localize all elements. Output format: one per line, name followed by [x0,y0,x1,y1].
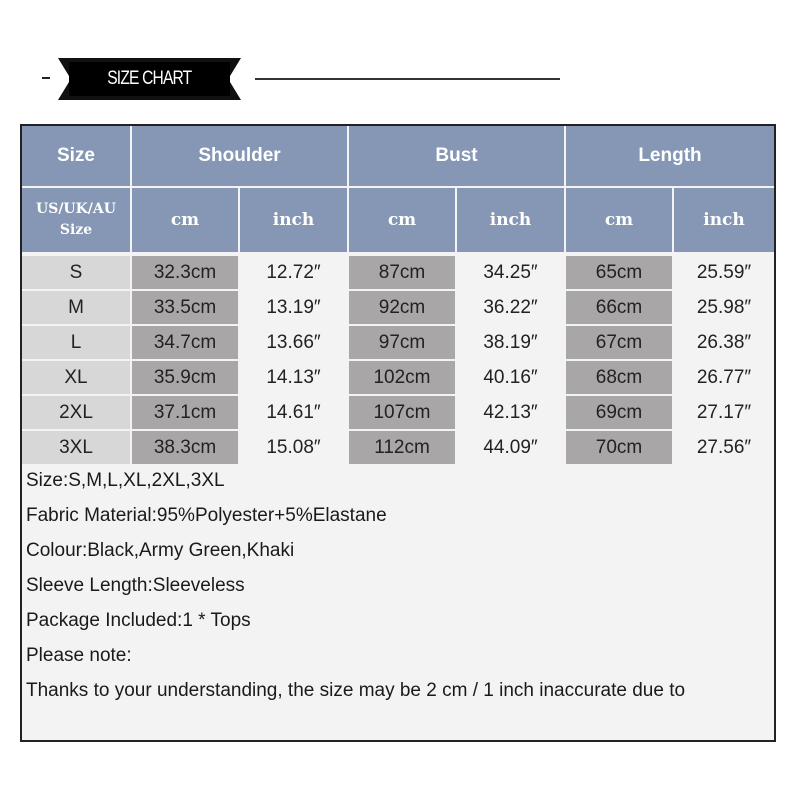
cell-bust-inch: 42.13″ [483,401,538,423]
info-line: Thanks to your understanding, the size may be 2 cm / 1 inch inaccurate due to [26,680,686,701]
subheader-length-inch: inch [674,188,774,252]
cell-bust-cm: 87cm [349,256,455,289]
cell-size: 3XL [22,431,130,464]
cell-bust-cm: 107cm [349,396,455,429]
cell-size: L [22,326,130,359]
cell-length-inch: 26.77″ [696,366,752,388]
cell-bust-inch: 44.09″ [483,436,538,458]
cell-bust-cm: 92cm [349,291,455,324]
info-line: Fabric Material:95%Polyester+5%Elastane [26,505,387,526]
size-chart-title: SIZE CHART [107,68,192,89]
cell-shoulder-cm: 35.9cm [132,361,238,394]
cell-bust-cm: 102cm [349,361,455,394]
cell-shoulder-cm: 34.7cm [132,326,238,359]
cell-bust-inch: 34.25″ [483,261,538,283]
subheader-bust-inch: inch [457,188,564,252]
info-line: Sleeve Length:Sleeveless [26,575,245,596]
subheader-length-cm: cm [566,188,672,252]
info-line: Size:S,M,L,XL,2XL,3XL [26,470,225,491]
size-table [22,126,774,466]
cell-shoulder-inch: 14.61″ [266,401,321,423]
cell-size: M [22,291,130,324]
cell-shoulder-inch: 12.72″ [266,261,321,283]
header-shoulder: Shoulder [132,126,347,186]
cell-length-inch: 27.56″ [696,436,752,458]
banner-left-dash [42,77,50,79]
subheader-shoulder-cm: cm [132,188,238,252]
banner-right-line [255,78,560,80]
info-line: Please note: [26,645,132,666]
header-bust: Bust [349,126,564,186]
header-length: Length [566,126,774,186]
cell-length-cm: 65cm [566,256,672,289]
cell-bust-inch: 38.19″ [483,331,538,353]
subheader-size-line2: Size [59,222,93,238]
cell-shoulder-inch: 13.19″ [266,296,321,318]
cell-shoulder-cm: 37.1cm [132,396,238,429]
cell-shoulder-cm: 32.3cm [132,256,238,289]
cell-bust-inch: 40.16″ [483,366,538,388]
cell-bust-cm: 112cm [349,431,455,464]
cell-length-inch: 25.59″ [696,261,752,283]
cell-bust-cm: 97cm [349,326,455,359]
cell-bust-inch: 36.22″ [483,296,538,318]
cell-length-inch: 25.98″ [696,296,752,318]
info-line: Package Included:1 * Tops [26,610,251,631]
subheader-size [22,188,130,252]
header-size: Size [22,126,130,186]
cell-size: S [22,256,130,289]
cell-length-cm: 67cm [566,326,672,359]
cell-shoulder-cm: 33.5cm [132,291,238,324]
cell-length-inch: 27.17″ [696,401,752,423]
info-line: Colour:Black,Army Green,Khaki [26,540,295,561]
cell-length-inch: 26.38″ [696,331,752,353]
cell-size: XL [22,361,130,394]
cell-shoulder-cm: 38.3cm [132,431,238,464]
cell-shoulder-inch: 14.13″ [266,366,321,388]
cell-length-cm: 68cm [566,361,672,394]
cell-length-cm: 70cm [566,431,672,464]
cell-size: 2XL [22,396,130,429]
size-chart-card [20,124,776,742]
cell-shoulder-inch: 15.08″ [266,436,321,458]
subheader-bust-cm: cm [349,188,455,252]
subheader-size-line1: US/UK/AU [36,201,116,217]
cell-length-cm: 69cm [566,396,672,429]
cell-shoulder-inch: 13.66″ [266,331,321,353]
subheader-shoulder-inch: inch [240,188,347,252]
cell-length-cm: 66cm [566,291,672,324]
size-chart-banner-inner [69,62,230,96]
